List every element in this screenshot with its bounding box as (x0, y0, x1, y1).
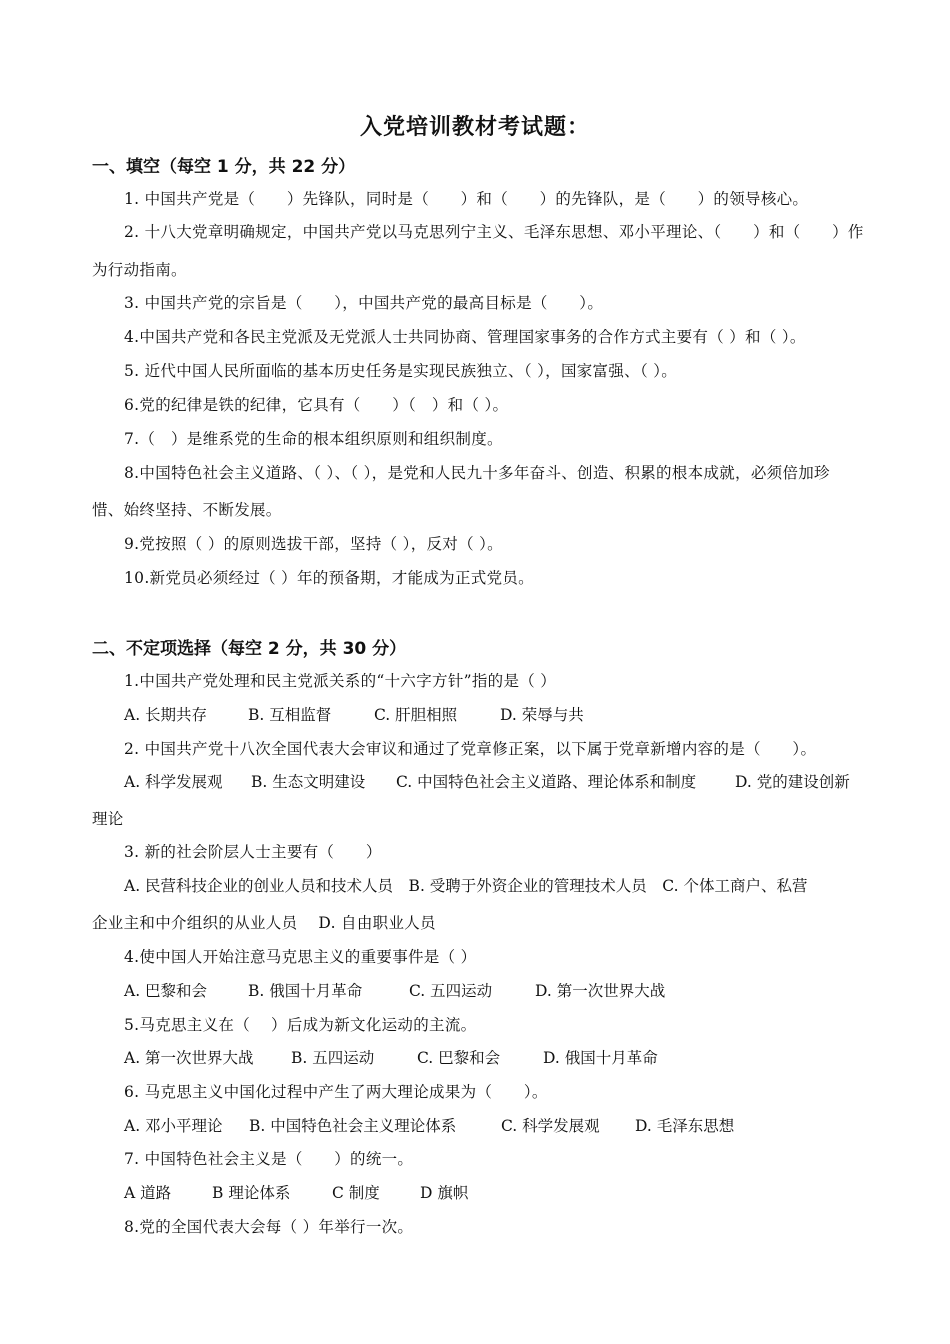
question-text: 2. 十八大党章明确规定，中国共产党以马克思列宁主义、毛泽东思想、邓小平理论、（ ）和（ ）作 (124, 223, 864, 241)
question-text: 5.马克思主义在（ ）后成为新文化运动的主流。 (124, 1016, 477, 1034)
option-b: B. 五四运动 (291, 1049, 375, 1067)
option-a: A. 科学发展观 (124, 773, 223, 791)
option-c: C 制度 (332, 1184, 380, 1202)
option-d: D. 第一次世界大战 (535, 982, 666, 1000)
option-b: B. 中国特色社会主义理论体系 (249, 1117, 457, 1135)
question-text-continued: 惜、始终坚持、不断发展。 (92, 501, 282, 519)
option-b: B. 互相监督 (248, 706, 332, 724)
question-text: 9.党按照（ ）的原则选拔干部，坚持（ ），反对（ ）。 (124, 535, 503, 553)
question-text: 4.中国共产党和各民主党派及无党派人士共同协商、管理国家事务的合作方式主要有（ ）和（ ）。 (124, 328, 806, 346)
option-a: A. 长期共存 (124, 706, 208, 724)
option-c: C. 肝胆相照 (374, 706, 458, 724)
option-a: A. 邓小平理论 (124, 1117, 223, 1135)
option-c: C. 巴黎和会 (417, 1049, 501, 1067)
option-b: B. 生态文明建设 (251, 773, 366, 791)
question-text: 8.党的全国代表大会每（ ）年举行一次。 (124, 1218, 414, 1236)
option-a: A 道路 (124, 1184, 172, 1202)
question-text: 2. 中国共产党十八次全国代表大会审议和通过了党章修正案，以下属于党章新增内容的是（ ）。 (124, 740, 817, 758)
option-d: D. 俄国十月革命 (543, 1049, 658, 1067)
question-text: 1.中国共产党处理和民主党派关系的“十六字方针”指的是（ ） (124, 672, 557, 690)
question-text: 7.（ ）是维系党的生命的根本组织原则和组织制度。 (124, 430, 503, 448)
page-title: 入党培训教材考试题： (359, 115, 590, 140)
section-heading-multiple-choice: 二、不定项选择（每空 2 分，共 30 分） (92, 639, 407, 659)
option-a: A. 第一次世界大战 (124, 1049, 254, 1067)
question-text-continued: 为行动指南。 (92, 261, 187, 279)
option-d: D. 荣辱与共 (500, 706, 584, 724)
question-text: 6.党的纪律是铁的纪律，它具有（ ）（ ）和（ ）。 (124, 396, 509, 414)
question-text: 4.使中国人开始注意马克思主义的重要事件是（ ） (124, 948, 477, 966)
question-text: 10.新党员必须经过（ ）年的预备期，才能成为正式党员。 (124, 569, 534, 587)
option-continued: 理论 (92, 810, 124, 828)
option-c: C. 中国特色社会主义道路、理论体系和制度 (396, 773, 697, 791)
options-line-continued: 企业主和中介组织的从业人员 D. 自由职业人员 (92, 914, 436, 932)
option-d: D. 党的建设创新 (735, 773, 850, 791)
question-text: 8.中国特色社会主义道路、（ ）、（ ），是党和人民九十多年奋斗、创造、积累的根本成就，必须倍加珍 (124, 464, 830, 482)
option-c: C. 科学发展观 (501, 1117, 600, 1135)
option-c: C. 五四运动 (409, 982, 493, 1000)
option-d: D. 毛泽东思想 (635, 1117, 735, 1135)
question-text: 6. 马克思主义中国化过程中产生了两大理论成果为（ ）。 (124, 1083, 548, 1101)
option-b: B. 俄国十月革命 (248, 982, 363, 1000)
question-text: 7. 中国特色社会主义是（ ）的统一。 (124, 1150, 414, 1168)
options-line: A. 民营科技企业的创业人员和技术人员 B. 受聘于外资企业的管理技术人员 C. 个体工商户、私营 (124, 877, 808, 895)
question-text: 3. 新的社会阶层人士主要有（ ） (124, 843, 382, 861)
option-a: A. 巴黎和会 (124, 982, 208, 1000)
question-text: 5. 近代中国人民所面临的基本历史任务是实现民族独立、（ ），国家富强、（ ）。 (124, 362, 678, 380)
option-b: B 理论体系 (212, 1184, 291, 1202)
option-d: D 旗帜 (420, 1184, 469, 1202)
question-text: 3. 中国共产党的宗旨是（ ），中国共产党的最高目标是（ ）。 (124, 294, 604, 312)
question-text: 1. 中国共产党是（ ）先锋队，同时是（ ）和（ ）的先锋队，是（ ）的领导核心。 (124, 190, 809, 208)
section-heading-fill-blank: 一、填空（每空 1 分，共 22 分） (92, 157, 356, 177)
